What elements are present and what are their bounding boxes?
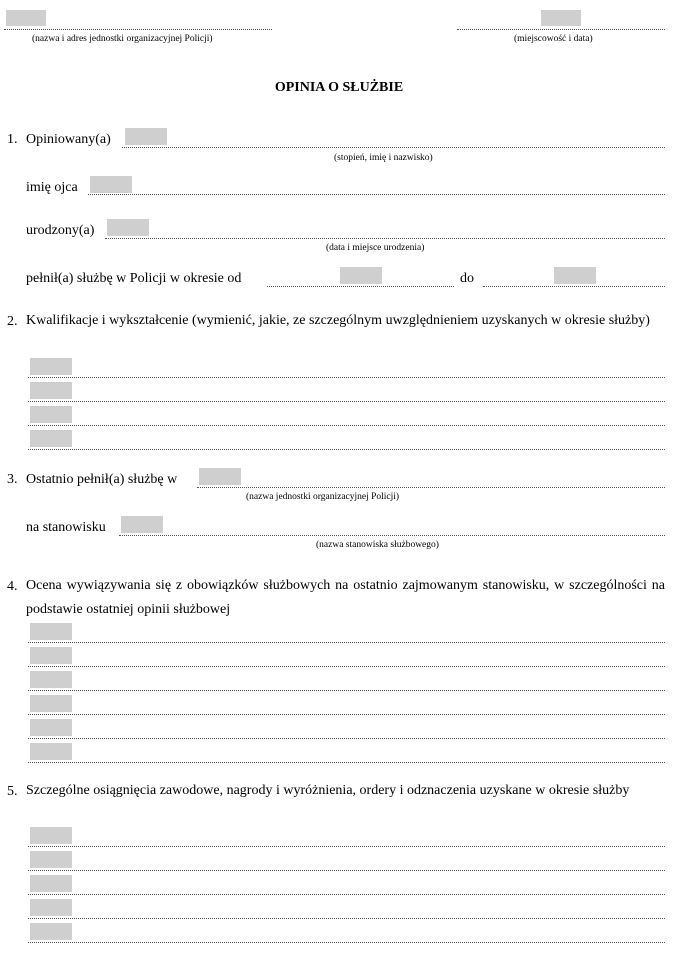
service-period-label: pełnił(a) służbę w Policji w okresie od xyxy=(26,271,242,286)
position-label: na stanowisku xyxy=(26,520,106,535)
section-2-text: Kwalifikacje i wykształcenie (wymienić, jakie, ze szczególnym uwzględnieniem uzyskanych w okresie służby) xyxy=(26,313,650,328)
achievements-field-4[interactable] xyxy=(30,899,72,916)
last-service-label: Ostatnio pełnił(a) służbę w xyxy=(26,472,178,487)
service-to-label: do xyxy=(460,271,474,286)
unit-name-field[interactable] xyxy=(6,10,46,26)
father-name-field[interactable] xyxy=(90,176,132,193)
unit-name-line xyxy=(4,29,272,30)
qualifications-field-2[interactable] xyxy=(30,382,72,399)
achievements-line-4 xyxy=(28,918,665,919)
evaluation-line-1 xyxy=(28,642,665,643)
service-from-line xyxy=(267,286,454,287)
section-3-number: 3. xyxy=(7,472,18,487)
section-4-number: 4. xyxy=(7,579,18,594)
qualifications-field-4[interactable] xyxy=(30,430,72,447)
born-label: urodzony(a) xyxy=(26,223,95,238)
achievements-line-3 xyxy=(28,894,665,895)
section-1-number: 1. xyxy=(7,132,18,147)
evaluation-line-4 xyxy=(28,714,665,715)
evaluation-line-2 xyxy=(28,666,665,667)
place-date-field[interactable] xyxy=(541,10,581,26)
evaluation-line-5 xyxy=(28,738,665,739)
service-to-line xyxy=(483,286,665,287)
last-service-line xyxy=(197,487,665,488)
qualifications-line-4 xyxy=(28,449,665,450)
position-field[interactable] xyxy=(121,516,163,533)
opiniowany-caption: (stopień, imię i nazwisko) xyxy=(334,153,433,163)
place-date-caption: (miejscowość i data) xyxy=(514,34,593,44)
section-5-text: Szczególne osiągnięcia zawodowe, nagrody i wyróżnienia, ordery i odznaczenia uzyskane w okresie służby xyxy=(26,783,630,798)
last-service-caption: (nazwa jednostki organizacyjnej Policji) xyxy=(246,492,400,502)
born-line xyxy=(105,238,665,239)
section-5-number: 5. xyxy=(7,784,18,799)
section-2-number: 2. xyxy=(7,314,18,329)
achievements-line-5 xyxy=(28,942,665,943)
service-from-field[interactable] xyxy=(340,267,382,284)
born-caption: (data i miejsce urodzenia) xyxy=(326,243,425,253)
evaluation-field-5[interactable] xyxy=(30,719,72,736)
qualifications-field-3[interactable] xyxy=(30,406,72,423)
service-to-field[interactable] xyxy=(554,267,596,284)
achievements-field-3[interactable] xyxy=(30,875,72,892)
opiniowany-field[interactable] xyxy=(125,128,167,145)
opiniowany-line xyxy=(122,147,665,148)
document-title: OPINIA O SŁUŻBIE xyxy=(274,80,404,95)
evaluation-line-3 xyxy=(28,690,665,691)
position-line xyxy=(119,535,665,536)
achievements-field-1[interactable] xyxy=(30,827,72,844)
evaluation-field-2[interactable] xyxy=(30,647,72,664)
evaluation-field-3[interactable] xyxy=(30,671,72,688)
evaluation-field-4[interactable] xyxy=(30,695,72,712)
unit-name-caption: (nazwa i adres jednostki organizacyjnej Policji) xyxy=(32,34,213,44)
born-field[interactable] xyxy=(107,219,149,236)
qualifications-line-2 xyxy=(28,401,665,402)
qualifications-line-1 xyxy=(28,377,665,378)
achievements-line-2 xyxy=(28,870,665,871)
achievements-line-1 xyxy=(28,846,665,847)
last-service-field[interactable] xyxy=(199,468,241,485)
father-name-label: imię ojca xyxy=(26,180,78,195)
achievements-field-5[interactable] xyxy=(30,923,72,940)
evaluation-line-6 xyxy=(28,762,665,763)
achievements-field-2[interactable] xyxy=(30,851,72,868)
evaluation-field-1[interactable] xyxy=(30,623,72,640)
evaluation-field-6[interactable] xyxy=(30,743,72,760)
section-4-text: Ocena wywiązywania się z obowiązków służbowych na ostatnio zajmowanym stanowisku, w szczególności na podstawie ostatniej opinii służbowej xyxy=(26,578,665,617)
place-date-line xyxy=(457,29,665,30)
father-name-line xyxy=(88,194,665,195)
opiniowany-label: Opiniowany(a) xyxy=(26,132,111,147)
position-caption: (nazwa stanowiska służbowego) xyxy=(316,540,439,550)
qualifications-field-1[interactable] xyxy=(30,358,72,375)
qualifications-line-3 xyxy=(28,425,665,426)
